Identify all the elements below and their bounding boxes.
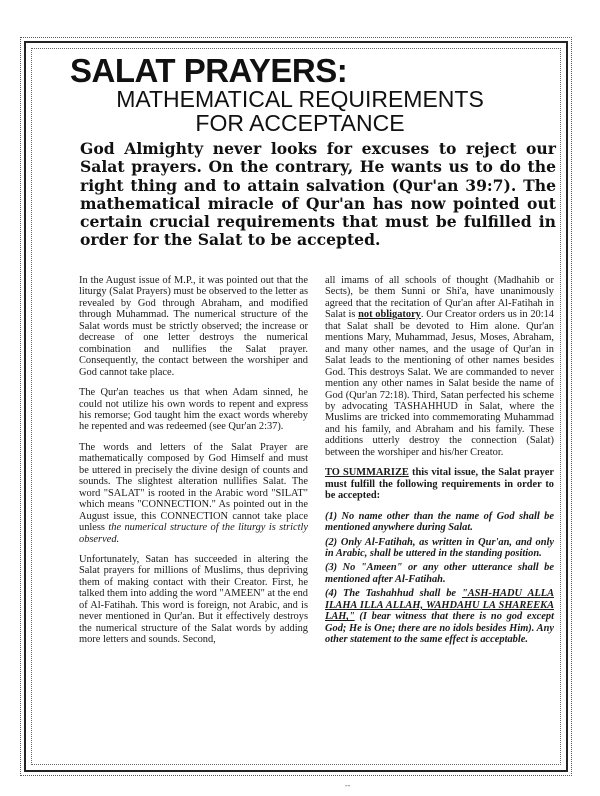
list-item-text: (4) The Tashahhud shall be [325, 588, 457, 600]
emphasis-text: the numerical structure of the liturgy is strictly observed. [79, 522, 308, 545]
summary-text: this vital issue, the Salat prayer must fulfill the following requirements in order to be accepted: [325, 467, 554, 502]
right-column [325, 275, 554, 649]
body-text: . Our Creator orders us in 20:14 that Salat shall be devoted to Him alone. Qur'an mentions Mary, Muhammad, Jesus, Moses, Abraham, and many other names, and the usage of Qur'an in Salat leads to the mentioning of other names besides God. This destroys Salat. We are commanded to never mention any other names in Salat beside the name of God (Qur'an 72:18). Third, Satan perfected his scheme by advocating TASHAHHUD in Salat, where the Muslims are tricked into commemorating Muhammad and his family, and Abraham and his family. These additions utterly destroy the connection (Salat) between the worshiper and his/her Creator. [325, 309, 554, 458]
subtitle-line-1: MATHEMATICAL REQUIREMENTS [116, 86, 484, 112]
body-text: The words and letters of the Salat Prayer are mathematically composed by God Himself and must be uttered in precisely the divine design of counts and sounds. The slightest alteration nullifies Salat. The word "SALAT" is rooted in the Arabic word "SILAT" which means "CONNECTION." As pointed out in the August issue, this CONNECTION cannot take place unless [79, 441, 308, 534]
body-text: all imams of all schools of thought (Madhahib or Sects), be them Sunni or Shi'a, have unanimously agreed that the recitation of Qur'an after Al-Fatihah in Salat is [325, 275, 554, 321]
body-paragraph: The Qur'an teaches us that when Adam sinned, he could not utilize his own words to repent and express his remorse; God taught him the exact words whereby he repented and was redeemed (see Qur'an 2:37). [79, 387, 308, 433]
requirements-list [325, 511, 554, 646]
page-title: SALAT PRAYERS: [70, 52, 348, 89]
underlined-emphasis: not obligatory [358, 309, 421, 321]
summary-label: TO SUMMARIZE [325, 467, 409, 479]
left-column [79, 275, 308, 655]
list-item: (2) Only Al-Fatihah, as written in Qur'an, and only in Arabic, shall be uttered in the standing position. [325, 536, 554, 559]
body-paragraph [325, 275, 554, 458]
list-item [325, 588, 554, 645]
body-paragraph: In the August issue of M.P., it was pointed out that the liturgy (Salat Prayers) must be observed to the letter as revealed by God through Abraham, and modified through Muhammad. The numerical structure of the Salat words must be strictly observed; the increase or decrease of one letter destroys the numerical combination and nullifies the Salat prayer. Consequently, the contact between the worshiper and God cannot take place. [79, 275, 308, 378]
list-item: (1) No name other than the name of God shall be mentioned anywhere during Salat. [325, 510, 554, 534]
footer-mark: -- [345, 781, 351, 790]
subtitle-line-2: FOR ACCEPTANCE [195, 110, 405, 136]
tashahhud-quote: "ASH-HADU ALLA ILAHA ILLA ALLAH, WAHDAHU LA SHAREEKA LAH," [325, 588, 554, 623]
list-item: (3) No "Ameen" or any other utterance shall be mentioned after Al-Fatihah. [325, 562, 554, 585]
body-paragraph: Unfortunately, Satan has succeeded in altering the Salat prayers for millions of Muslims, thus depriving them of making contact with their Creator. First, he talked them into adding the word "AMEEN" at the end of Al-Fatihah. This word is foreign, not Arabic, and is never mentioned in Qur'an. But it effectively destroys the numerical structure of the Salat words by adding more letters and sounds. Second, [79, 553, 308, 646]
list-item-text: (I bear witness that there is no god except God; He is One; there are no idols besides Him). Any other statement to the same effect is acceptable. [325, 611, 554, 646]
body-paragraph [79, 442, 308, 545]
summary-paragraph [325, 467, 554, 501]
lead-paragraph: God Almighty never looks for excuses to reject our Salat prayers. On the contrary, He wants us to do the right thing and to attain salvation (Qur'an 39:7). The mathematical miracle of Qur'an has now pointed out certain crucial requirements that must be fulfilled in order for the Salat to be accepted. [80, 139, 556, 250]
